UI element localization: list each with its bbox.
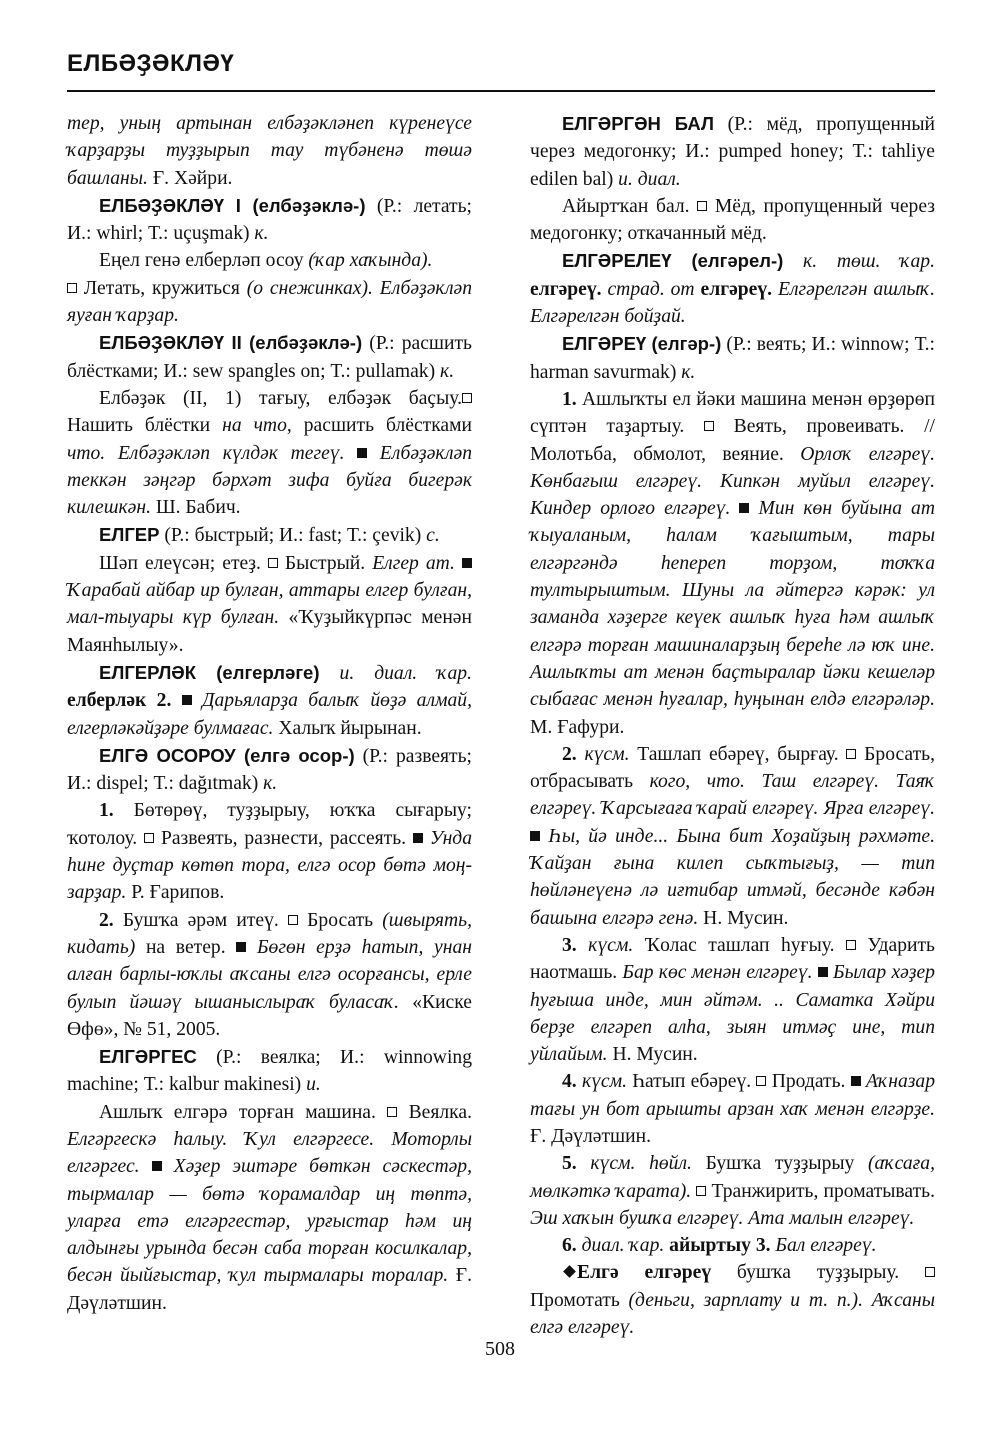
entry-elbadaklau-1	[67, 192, 472, 248]
translations: (Р.: веялка; И.: winnowing machine; Т.: kalbur makinesi)	[67, 1047, 472, 1096]
example-text: Мин көн буйына ат ҡыуаланым, һалам ҡағыштым, тары елгәргәндә һеперeп торҙом, тоҡҡа тултырыштым. Шуны ла әйтергә кәрәк: ул заманда хәҙерге кеүек ашлыҡ һуға һәм ашлыҡ елгәрә торған машиналарҙың береһе лә юҡ ине. Ашлыҡты ат менән баҫтыралар йәки кешеләр сыбағас менән һуғалар, һуңынан елдә елгәрәләр.	[530, 498, 935, 711]
headword: ЕЛГӘРГӘН БАЛ	[562, 113, 714, 134]
russian-marker-icon	[704, 421, 714, 431]
example-text: Елгер ат.	[365, 552, 455, 574]
idiom-headword: Елгә елгәреү	[577, 1262, 712, 1284]
russian-marker-icon	[846, 940, 856, 950]
cross-reference: айыртыу 3.	[669, 1235, 771, 1257]
example-text: Таш елгәреү. Таяҡ елгәреү. Ҡарсығаға ҡарай елгәреү. Ярға елгәреү.	[530, 771, 935, 820]
russian-marker-icon	[696, 1186, 706, 1196]
sense-label: күсм.	[576, 934, 634, 956]
part-of-speech: и.	[306, 1074, 321, 1096]
entry-definition	[67, 385, 472, 521]
part-of-speech: к.	[263, 773, 278, 795]
translations: (Р.: веять; И.: winnow; Т.: harman savurmak)	[530, 334, 936, 383]
definition-text: Һатып ебәреү.	[627, 1071, 752, 1093]
sense-label: күсм. һөйл.	[576, 1153, 692, 1175]
sense-2	[67, 907, 472, 1043]
definition-text: Ашлыҡ елгәрә торған машина.	[99, 1101, 376, 1123]
example-text: Былар хәҙер һуғыша инде, мин әйтәм. .. Саматка Хәйри берҙе елгәреп алһа, зыян итмәҫ ине, тип уйлайым.	[530, 962, 935, 1066]
definition-note: (аҡсаға, мөлкәткә ҡарата).	[530, 1153, 935, 1202]
part-of-speech: и. диал.	[618, 168, 681, 190]
quote-marker-icon	[530, 831, 540, 841]
sense-4	[530, 1068, 935, 1150]
entry-elgargan-bal	[530, 110, 935, 193]
headword: ЕЛБӘҘӘКЛӘҮ I (елбәҙәклә-)	[99, 194, 366, 216]
russian-translation: Развеять, разнести, рассеять.	[154, 827, 407, 849]
sense-5	[530, 1150, 935, 1232]
russian-note: что.	[67, 442, 106, 464]
sense-number: 3.	[562, 934, 577, 956]
example-author: Ғ. Дәүләтшин.	[67, 1265, 473, 1314]
quote-marker-icon	[851, 1076, 861, 1086]
russian-translation: Промотать	[530, 1289, 629, 1311]
sense-label: күсм.	[576, 1071, 628, 1093]
example-author: Р. Ғарипов.	[126, 882, 225, 904]
entry-elga-osorou	[67, 742, 472, 798]
idiom	[530, 1259, 935, 1341]
part-of-speech: с.	[426, 525, 440, 547]
sense-2	[530, 741, 935, 932]
example-text: Хәҙер эштәре бөткән сәскестәр, тырмалар — бөтә ҡорамалдар иң төптә, уларға етә елгәргестәр, урғыстар һәм иң алдынғы урында бесән саба торған косилкалар, бесән йыйғыстар, ҡул тырмалары торалар.	[67, 1156, 473, 1287]
russian-marker-icon	[925, 1267, 935, 1277]
russian-marker-icon	[387, 1107, 397, 1117]
cross-reference: елгәреү.	[530, 278, 602, 300]
sense-number: 1.	[99, 800, 114, 822]
sense-6	[530, 1232, 935, 1259]
russian-translation: Веялка.	[397, 1101, 472, 1123]
sense-3	[530, 932, 935, 1068]
sense-number: 2.	[99, 909, 114, 931]
entry-definition	[67, 550, 472, 659]
part-of-speech: к.	[254, 223, 269, 245]
entry-elbadaklau-2	[67, 329, 472, 385]
example-text: Дарьяларҙа балыҡ йөҙә алмай, елгерләкәйҙәрe булмағас.	[67, 690, 472, 739]
sense-label: диал. ҡар.	[576, 1235, 670, 1257]
example-text: Эш хаҡын бушҡа елгәреү. Ата малын елгәреү.	[530, 1207, 915, 1229]
entry-elgerlak	[67, 659, 472, 742]
quote-marker-icon	[818, 967, 828, 977]
definition-text: Бушҡа туҙҙырыу	[691, 1153, 869, 1175]
example-text: Елгәрелгән ашлыҡ. Елгәрелгән бойҙай.	[530, 278, 935, 328]
entry-elgareu	[530, 330, 935, 386]
russian-note: кого, что.	[649, 771, 745, 793]
russian-translation: , расшить блёстками	[286, 415, 473, 437]
grammar-note: страд. от	[601, 278, 701, 300]
entry-definition	[530, 193, 935, 248]
example-author: Н. Мусин.	[698, 907, 789, 929]
russian-translation: на ветер.	[135, 936, 226, 958]
translations: (Р.: мёд, пропущенный через медогонку; И.: pumped honey; Т.: tahliye edilen bal)	[530, 114, 935, 190]
translations: (Р.: расшить блёстками; И.: sew spangles on; Т.: pullamak)	[67, 333, 472, 382]
entry-continuation	[67, 110, 472, 192]
definition-text: Еңел генә елберләп осоу	[99, 250, 309, 272]
russian-marker-icon	[144, 833, 154, 843]
quote-marker-icon	[357, 448, 367, 458]
russian-translation: Ударить наотмашь.	[530, 934, 935, 984]
russian-note: (о снежинках).	[246, 277, 373, 299]
headword: ЕЛГЕР	[99, 524, 160, 546]
example-author: Ғ. Хәйри.	[147, 167, 233, 189]
example-author: Ғ. Дәүләтшин.	[530, 1125, 651, 1147]
russian-translation: Быстрый.	[277, 552, 366, 574]
russian-note: (швырять, кидать)	[67, 909, 472, 958]
russian-translation: Веять, провеивать. // Молотьба, обмолот, веяние.	[530, 416, 935, 465]
russian-marker-icon	[697, 201, 707, 211]
definition-text: Елбәҙәк (II, 1) тағыу, елбәҙәк баҫыу.	[99, 387, 462, 409]
headword: ЕЛГЕРЛӘК (елгерләге)	[99, 661, 320, 683]
russian-translation: Бросать, отбрасывать	[530, 743, 935, 793]
russian-note: на что	[222, 415, 287, 437]
example-source: «Киске Өфө», № 51, 2005.	[67, 991, 472, 1040]
sense-number: 4.	[562, 1071, 577, 1093]
sense-1	[530, 386, 935, 741]
definition-text: Айыртҡан бал.	[562, 195, 690, 217]
russian-translation: Нашить блёстки	[67, 415, 223, 437]
entry-elgarges	[67, 1043, 472, 1099]
headword: ЕЛГӘ ОСОРОУ (елгә осор-)	[99, 744, 355, 766]
sense-1	[67, 797, 472, 906]
part-of-speech: к.	[440, 360, 455, 382]
definition-text: бушҡа туҙҙырыу.	[711, 1262, 900, 1284]
russian-translation: Продать.	[766, 1071, 846, 1093]
example-text: Бөгөн ерҙә һатып, унан алған барлы-юҡлы аҡсаны елгә осорғансы, ерле булып йәшәү ышаныслыраҡ булаcаҡ.	[67, 936, 472, 1013]
quote-marker-icon	[739, 503, 749, 513]
part-of-speech: к. төш. ҡар.	[783, 251, 935, 273]
left-column	[67, 110, 472, 1317]
example-text: Елбәҙәкләп теккән зәңгәр бәрхәт зифа буйға бигерәк килешкән.	[67, 442, 472, 519]
quote-marker-icon	[182, 695, 192, 705]
example-text: Елбәҙәкләп күлдәк тегеү.	[105, 442, 345, 464]
sense-number: 2.	[562, 743, 577, 765]
russian-translation: Мёд, пропущенный через медогонку; откачанный мёд.	[530, 195, 936, 245]
header-headword: ЕЛБӘҘӘКЛӘҮ	[67, 50, 235, 77]
sense-number: 6.	[562, 1235, 577, 1257]
sense-label: күсм.	[576, 743, 630, 765]
part-of-speech: и. диал. ҡар.	[319, 662, 472, 684]
example-text: Бар көс менән елгәреү.	[617, 962, 813, 984]
definition-text: Ашлыҡты ел йәки машина менән өрҙөрөп сүптән таҙартыу.	[530, 388, 935, 438]
quote-marker-icon	[152, 1161, 162, 1171]
russian-translation: Транжирить, проматывать.	[706, 1180, 935, 1202]
definition-note: (ҡар хаҡында).	[308, 250, 433, 272]
example-text: Унда һине дуҫтар көтөп тора, елгә осор бөтә моң-зарҙар.	[67, 827, 472, 904]
example-source: Халыҡ йырынан.	[273, 717, 422, 739]
idiom-diamond-icon	[563, 1266, 576, 1279]
russian-translation: Бросать	[297, 909, 383, 931]
example-text: Бал елгәреү.	[770, 1235, 877, 1257]
sense-number: 1.	[562, 388, 577, 410]
headword: ЕЛГӘРЕҮ (елгәр-)	[562, 333, 722, 355]
cross-reference: елберләк 2.	[67, 690, 172, 712]
quote-marker-icon	[462, 558, 472, 568]
entry-elgareleu	[530, 247, 935, 330]
example-text: Елгәргескә һалыу. Ҡул елгәргесе. Моторлы елгәргес.	[67, 1128, 472, 1178]
russian-translation: Летать, кружиться	[77, 277, 247, 299]
definition-text: Бөтөрөү, туҙҙырыу, юҡҡа сығарыу; ҡотолоу.	[67, 800, 472, 849]
example-text: Ҡарабай айбар ир булған, аттары елгер булған, мал-тыуары күр булған.	[67, 580, 472, 629]
sense-number: 5.	[562, 1153, 577, 1175]
definition-text: Бушҡа әрәм итеү.	[113, 909, 279, 931]
translations: (Р.: развеять; И.: dispel; Т.: dağıtmak)	[67, 745, 472, 795]
translations: (Р.: быстрый; И.: fast; Т.: çevik)	[159, 525, 427, 547]
translations: (Р.: летать; И.: whirl; Т.: uçuşmak)	[67, 195, 472, 245]
russian-note: (деньги, зарплату и т. п.).	[628, 1289, 863, 1311]
example-author: М. Ғафури.	[530, 716, 625, 738]
right-column	[530, 110, 935, 1341]
example-text: Елбәҙәкләп яуған ҡарҙар.	[67, 277, 473, 327]
headword: ЕЛГӘРЕЛЕҮ (елгәрел-)	[562, 250, 784, 272]
example-text: Аҡсаны елгә елгәреү.	[530, 1289, 935, 1339]
example-text: тер, уның артынан елбәҙәкләнеп күренеүсе ҡарҙарҙы туҙҙырып тау түбәненә төшә башланы.	[67, 113, 472, 189]
russian-marker-icon	[268, 558, 278, 568]
part-of-speech: к.	[681, 361, 696, 383]
quote-marker-icon	[236, 942, 246, 952]
entry-definition	[67, 247, 472, 274]
russian-marker-icon	[846, 749, 856, 759]
example-text: Аҡназар тағы ун бот арышты арзан хаҡ менән елгәрҙе.	[530, 1071, 935, 1120]
page-number: 508	[485, 1338, 515, 1360]
entry-definition	[67, 1099, 472, 1317]
entry-russian	[67, 275, 472, 330]
russian-marker-icon	[462, 393, 472, 403]
russian-marker-icon	[288, 915, 298, 925]
example-author: Ш. Бабич.	[150, 497, 241, 519]
russian-marker-icon	[756, 1076, 766, 1086]
headword: ЕЛГӘРГЕС	[99, 1046, 197, 1068]
running-header	[67, 50, 935, 92]
example-source: «Ҡуҙыйкүрпәс менән Маянһылыу».	[67, 607, 472, 656]
definition-text: Ташлап ебәреү, бырғау.	[629, 743, 839, 765]
entry-elger	[67, 521, 472, 549]
russian-marker-icon	[67, 283, 77, 293]
cross-reference: елгәреү.	[700, 278, 773, 300]
definition-text: Шәп елеүсән; етеҙ.	[99, 552, 261, 574]
example-text: Орлоҡ елгәреү. Көнбағыш елгәреү. Кипкән муйыл елгәреү. Киндер орлоғо елгәреү.	[530, 443, 935, 520]
headword: ЕЛБӘҘӘКЛӘҮ II (елбәҙәклә-)	[99, 332, 363, 354]
example-text: Һы, йә инде... Бына бит Хоҙайҙың рәхмәте. Ҡайҙан ғына килеп сыҡтығыҙ, — тип һөйләнеүенә лә иғтибар итмәй, бесәнде кәбән башына елгәрә генә.	[530, 825, 935, 929]
definition-text: Ҡолас ташлап һуғыу.	[633, 934, 835, 956]
example-author: Н. Мусин.	[607, 1044, 698, 1066]
quote-marker-icon	[413, 833, 423, 843]
